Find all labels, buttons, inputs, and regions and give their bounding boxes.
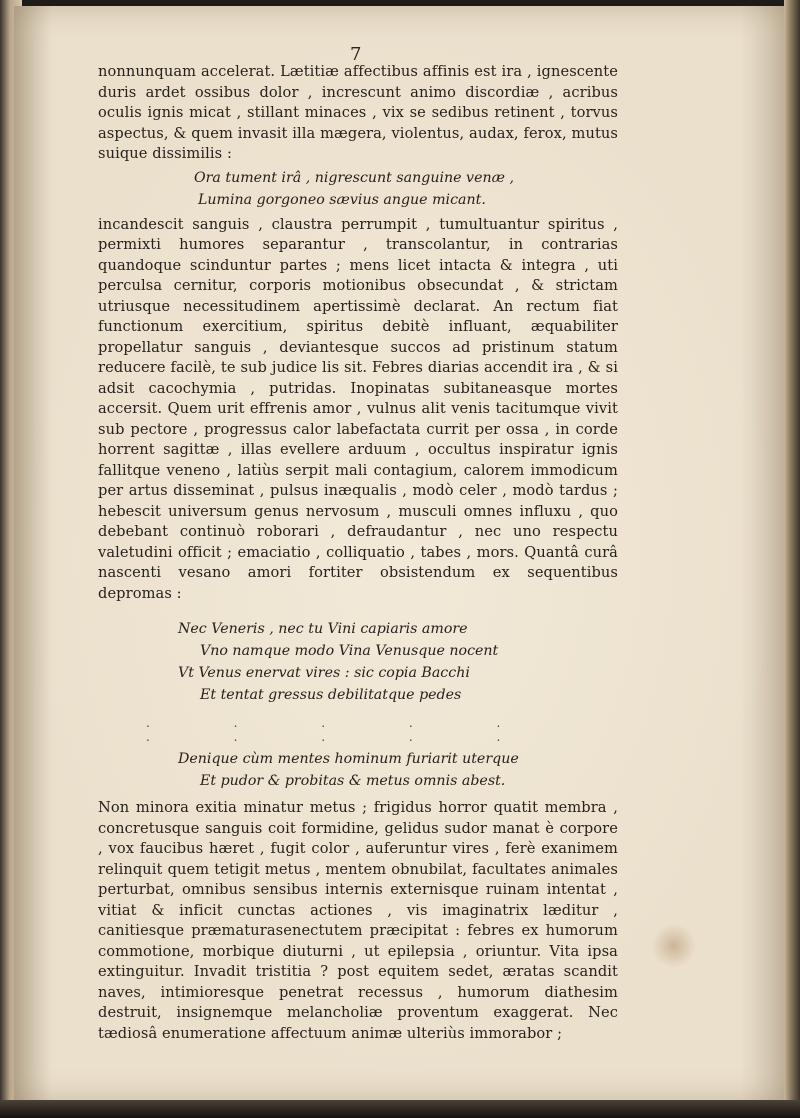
paragraph-1: nonnunquam accelerat. Lætitiæ affectibus affinis est ira , ignescente duris ardet ossibus dolor , increscunt animo discordiæ , acribus oculis ignis micat , stillant minaces , vix se sedibus retinent , torvus aspectus, & quem invasit illa mægera, violentus, audax, ferox, mutus suique dissimilis : bbox=[98, 63, 618, 162]
verse-line: Denique cùm mentes hominum furiarit uterque bbox=[178, 751, 519, 767]
page-number: 7 bbox=[350, 44, 362, 65]
page-bottom-edge bbox=[0, 1100, 800, 1118]
paragraph-2: incandescit sanguis , claustra perrumpit , tumultuantur spiritus , permixti humores separantur , transcolantur, in contrarias quandoque scinduntur partes ; mens licet intacta & integra , uti perculsa cernitur, corporis motionibus obsecundat , & strictam utriusque necessitudinem apertissimè declarat. An rectum fiat functionum exercitium, spiritus debitè influant, æquabiliter propellatur sanguis , deviantesque succos ad pristinum statum reducere facilè, te sub judice lis sit. Febres diarias accendit ira , & si adsit cacochymia , putridas. Inopinatas subitaneasque mortes accersit. Quem urit effrenis amor , vulnus alit venis tacitumque vivit sub pectore , progressus calor labefactata currit per ossa , in corde horrent sagittæ , illas evellere arduum , occultus inspiratur ignis fallitque veneno , latiùs serpit mali contagium, calorem immodicum per artus disseminat , pulsus inæqualis , modò celer , modò tardus ; hebescit universum genus nervosum , musculi omnes influxu , quo debebant continuò roborari , defraudantur , nec uno respectu valetudini officit ; emaciatio , colliquatio , tabes , mors. Quantâ curâ nascenti vesano amori fortiter obsistendum ex sequentibus depromas : bbox=[98, 215, 618, 602]
verse-line: Nec Veneris , nec tu Vini capiaris amore bbox=[178, 621, 468, 637]
page-fore-edge bbox=[784, 0, 800, 1118]
page-text-block bbox=[98, 62, 618, 1044]
verse-line: Ora tument irâ , nigrescunt sanguine venæ , bbox=[194, 169, 514, 186]
verse-line: Vt Venus enervat vires : sic copia Bacchi bbox=[178, 665, 470, 681]
verse-line: Lumina gorgoneo sævius angue micant. bbox=[198, 191, 486, 208]
verse-line: Et pudor & probitas & metus omnis abest. bbox=[200, 773, 506, 789]
verse-line: Et tentat gressus debilitatque pedes bbox=[200, 687, 462, 703]
ellipsis-dots: . . . . . . . . . . bbox=[146, 716, 541, 744]
paragraph-3: Non minora exitia minatur metus ; frigidus horror quatit membra , concretusque sanguis coit formidine, gelidus sudor manat è corpore , vox faucibus hæret , fugit color , auferuntur vires , ferè exanimem relinquit quem tetigit metus , mentem obnubilat, facultates animales perturbat, omnibus sensibus internis externisque ruinam intentat , vitiat & inficit cunctas actiones , vis imaginatrix læditur , canitiesque præmaturasenectutem præcipitat : febres ex humorum commotione, morbique diuturni , ut epilepsia , oriuntur. Vita ipsa extinguitur. Invadit tristitia ? post equitem sedet, æratas scandit naves, intimioresque penetrat recessus , humorum diathesim destruit, insignemque melancholiæ proventum exaggerat. Nec tædiosâ enumeratione affectuum animæ ulteriùs immorabor ; bbox=[98, 799, 618, 1042]
verse-block-3 bbox=[98, 748, 618, 792]
verse-block-1 bbox=[98, 167, 618, 211]
verse-line: Vno namque modo Vina Venusque nocent bbox=[200, 643, 499, 659]
verse-block-2 bbox=[98, 618, 618, 706]
